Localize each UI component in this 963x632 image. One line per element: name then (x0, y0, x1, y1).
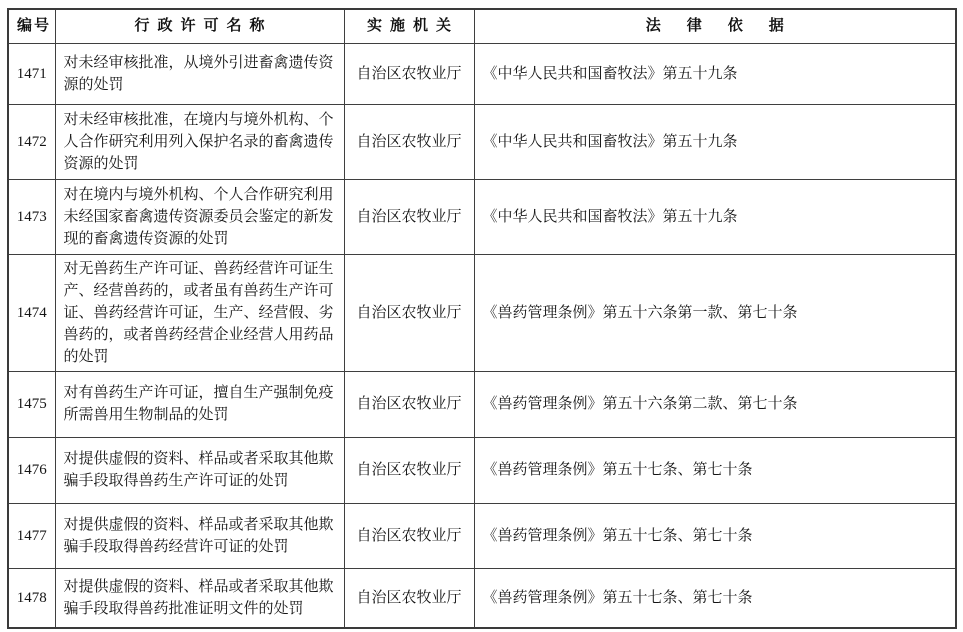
agency-cell: 自治区农牧业厅 (344, 371, 474, 437)
permit-name-cell: 对提供虚假的资料、样品或者采取其他欺骗手段取得兽药经营许可证的处罚 (55, 503, 344, 568)
legal-basis-cell: 《兽药管理条例》第五十七条、第七十条 (474, 437, 956, 503)
row-id-cell: 1472 (8, 104, 55, 179)
table-row (8, 437, 956, 503)
agency-cell: 自治区农牧业厅 (344, 568, 474, 628)
header-legal-basis: 法律依据 (474, 9, 956, 43)
legal-basis-cell: 《兽药管理条例》第五十六条第一款、第七十条 (474, 254, 956, 371)
row-id-cell: 1475 (8, 371, 55, 437)
administrative-permits-table (7, 8, 957, 629)
agency-cell: 自治区农牧业厅 (344, 179, 474, 254)
header-permit-name: 行政许可名称 (55, 9, 344, 43)
agency-cell: 自治区农牧业厅 (344, 254, 474, 371)
table-row (8, 371, 956, 437)
legal-basis-cell: 《兽药管理条例》第五十七条、第七十条 (474, 503, 956, 568)
row-id-cell: 1471 (8, 43, 55, 104)
header-row (8, 9, 956, 43)
permit-name-cell: 对有兽药生产许可证，擅自生产强制免疫所需兽用生物制品的处罚 (55, 371, 344, 437)
row-id-cell: 1474 (8, 254, 55, 371)
agency-cell: 自治区农牧业厅 (344, 437, 474, 503)
legal-basis-cell: 《中华人民共和国畜牧法》第五十九条 (474, 179, 956, 254)
table-row (8, 104, 956, 179)
permit-name-cell: 对提供虚假的资料、样品或者采取其他欺骗手段取得兽药批准证明文件的处罚 (55, 568, 344, 628)
table-row (8, 503, 956, 568)
agency-cell: 自治区农牧业厅 (344, 104, 474, 179)
agency-cell: 自治区农牧业厅 (344, 43, 474, 104)
row-id-cell: 1477 (8, 503, 55, 568)
permit-name-cell: 对未经审核批准，在境内与境外机构、个人合作研究利用列入保护名录的畜禽遗传资源的处罚 (55, 104, 344, 179)
table-row (8, 179, 956, 254)
legal-basis-cell: 《中华人民共和国畜牧法》第五十九条 (474, 43, 956, 104)
row-id-cell: 1473 (8, 179, 55, 254)
permit-name-cell: 对无兽药生产许可证、兽药经营许可证生产、经营兽药的，或者虽有兽药生产许可证、兽药经营许可证，生产、经营假、劣兽药的，或者兽药经营企业经营人用药品的处罚 (55, 254, 344, 371)
agency-cell: 自治区农牧业厅 (344, 503, 474, 568)
table-row (8, 254, 956, 371)
header-agency: 实施机关 (344, 9, 474, 43)
row-id-cell: 1476 (8, 437, 55, 503)
legal-basis-cell: 《中华人民共和国畜牧法》第五十九条 (474, 104, 956, 179)
permit-name-cell: 对在境内与境外机构、个人合作研究利用未经国家畜禽遗传资源委员会鉴定的新发现的畜禽遗传资源的处罚 (55, 179, 344, 254)
header-id: 编号 (8, 9, 55, 43)
legal-basis-cell: 《兽药管理条例》第五十六条第二款、第七十条 (474, 371, 956, 437)
permit-name-cell: 对未经审核批准，从境外引进畜禽遗传资源的处罚 (55, 43, 344, 104)
table-row (8, 568, 956, 628)
row-id-cell: 1478 (8, 568, 55, 628)
table-row (8, 43, 956, 104)
legal-basis-cell: 《兽药管理条例》第五十七条、第七十条 (474, 568, 956, 628)
permit-name-cell: 对提供虚假的资料、样品或者采取其他欺骗手段取得兽药生产许可证的处罚 (55, 437, 344, 503)
